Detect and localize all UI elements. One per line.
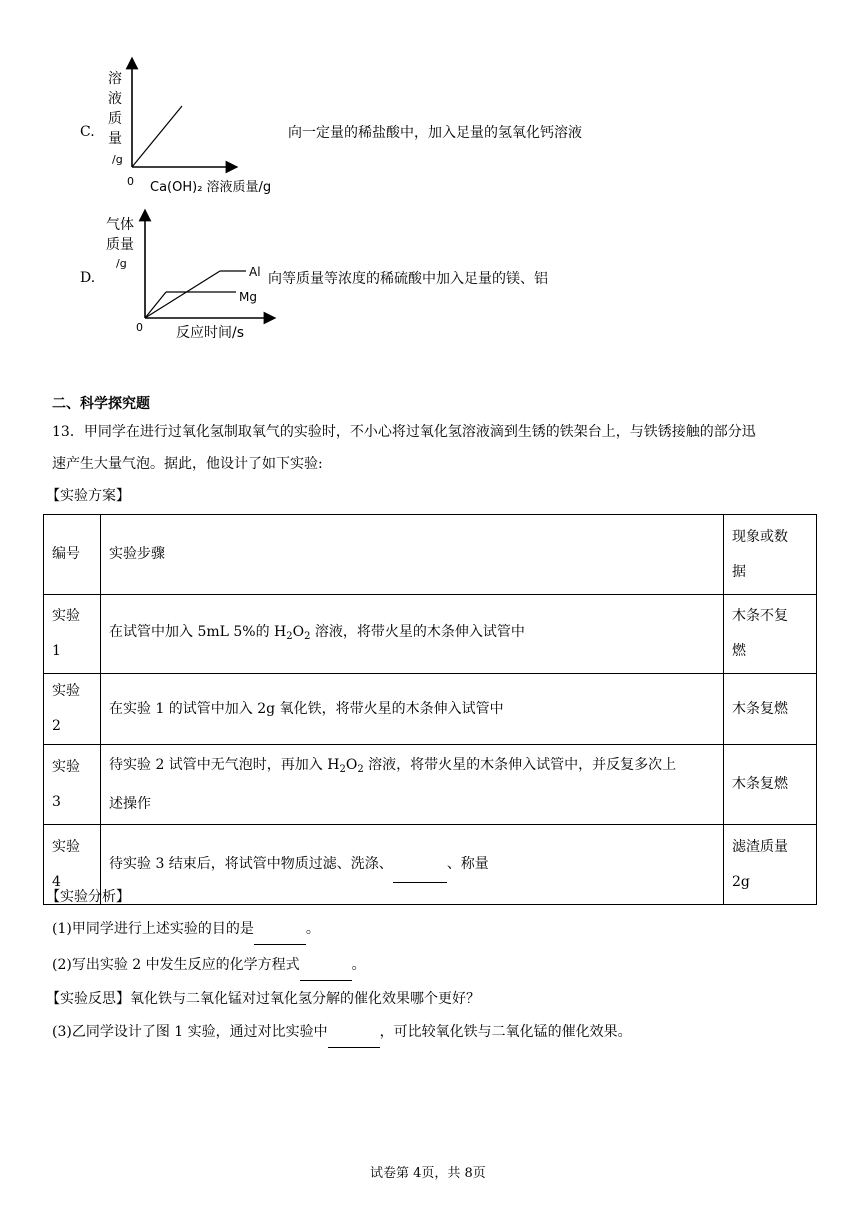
row1-step-sub2: 2 xyxy=(304,630,311,642)
reflection-text: 氧化铁与二氧化锰对过氧化氢分解的催化效果哪个更好？ xyxy=(130,991,480,1007)
row4-answer-blank[interactable] xyxy=(393,847,447,883)
table-row xyxy=(44,595,817,674)
option-d-series-mg: Mg xyxy=(239,290,257,304)
option-d-ylabel-2: 质量 xyxy=(106,237,134,253)
row2-result: 木条复燃 xyxy=(724,674,817,745)
q2-end: 。 xyxy=(351,957,366,973)
table-row xyxy=(44,745,817,825)
q1-text: (1)甲同学进行上述实验的目的是 xyxy=(52,921,254,937)
row3-step-sub2: 2 xyxy=(357,763,364,775)
table-row xyxy=(44,825,817,905)
row4-result-line1: 滤渣质量 xyxy=(732,838,788,855)
row1-step-sub1: 2 xyxy=(286,630,293,642)
row4-result-line2: 2g xyxy=(732,873,750,890)
row4-step-pre: 待实验 3 结束后，将试管中物质过滤、洗涤、 xyxy=(109,855,393,872)
table-row xyxy=(44,674,817,745)
row1-result-line1: 木条不复 xyxy=(732,608,788,624)
row1-result-line2: 燃 xyxy=(732,643,746,659)
option-d-origin: 0 xyxy=(136,321,143,334)
q1-answer-blank[interactable] xyxy=(254,914,306,945)
row3-step-mid: O xyxy=(345,756,358,773)
row2-step: 在实验 1 的试管中加入 2g 氧化铁，将带火星的木条伸入试管中 xyxy=(101,674,724,745)
row3-step-post: 溶液，将带火星的木条伸入试管中，并反复多次上 xyxy=(363,756,677,773)
q2 xyxy=(52,950,366,981)
q2-answer-blank[interactable] xyxy=(300,950,352,981)
option-c-text: 向一定量的稀盐酸中，加入足量的氢氧化钙溶液 xyxy=(288,125,582,141)
header-result-line2: 据 xyxy=(732,563,746,580)
option-d-series-al: Al xyxy=(249,265,261,279)
option-d-text: 向等质量等浓度的稀硫酸中加入足量的镁、铝 xyxy=(268,271,548,287)
option-d-xlabel: 反应时间/s xyxy=(176,325,245,341)
option-d-ylabel-1: 气体 xyxy=(106,217,134,233)
row4-step-post: 、称量 xyxy=(446,855,489,872)
row4-result xyxy=(724,825,817,905)
row3-num: 实验 3 xyxy=(44,745,101,825)
row4-step xyxy=(101,825,724,905)
option-d-ylabel-3: /g xyxy=(116,257,127,270)
header-num: 编号 xyxy=(44,515,101,595)
row1-num: 实验 1 xyxy=(44,595,101,674)
row3-result: 木条复燃 xyxy=(724,745,817,825)
option-c-ylabel-5: /g xyxy=(112,153,123,166)
option-d-al-rise xyxy=(145,271,220,318)
row3-step-line2: 述操作 xyxy=(109,795,151,812)
q13-intro-line2: 速产生大量气泡。据此，他设计了如下实验: xyxy=(52,456,323,472)
header-result-line1: 现象或数 xyxy=(732,528,788,545)
row1-step-pre: 在试管中加入 5mL 5%的 H xyxy=(109,623,287,640)
option-c-graph xyxy=(100,55,300,205)
q13-intro-line1: 13．甲同学在进行过氧化氢制取氧气的实验时，不小心将过氧化氢溶液滴到生锈的铁架台上，与铁锈接触的部分迅 xyxy=(52,424,756,440)
row3-step-line1 xyxy=(109,748,715,787)
row4-num: 实验 4 xyxy=(44,825,101,905)
q3-text: (3)乙同学设计了图 1 实验，通过对比实验中 xyxy=(52,1024,328,1040)
q1 xyxy=(52,914,320,945)
option-d-letter: D. xyxy=(80,270,96,286)
option-c-xlabel: Ca(OH)₂ 溶液质量/g xyxy=(150,180,272,195)
option-c-data-line xyxy=(132,106,182,167)
row3-step-pre: 待实验 2 试管中无气泡时，再加入 H xyxy=(109,756,340,773)
experiment-table xyxy=(43,514,817,905)
q2-text: (2)写出实验 2 中发生反应的化学方程式 xyxy=(52,957,300,973)
q3 xyxy=(52,1017,632,1048)
reflection xyxy=(46,984,480,1014)
option-c-ylabel-3: 质 xyxy=(108,111,122,127)
section-title: 二、科学探究题 xyxy=(52,396,150,412)
option-c-ylabel-4: 量 xyxy=(108,131,122,147)
row1-step-mid: O xyxy=(292,623,305,640)
option-c-letter: C. xyxy=(80,124,95,140)
row1-result xyxy=(724,595,817,674)
row1-step xyxy=(101,595,724,674)
q1-end: 。 xyxy=(305,921,320,937)
q3-answer-blank[interactable] xyxy=(328,1017,380,1048)
option-c-origin: 0 xyxy=(127,175,134,188)
page-footer: 试卷第 4页，共 8页 xyxy=(370,1166,486,1181)
header-result xyxy=(724,515,817,595)
row2-num: 实验 2 xyxy=(44,674,101,745)
reflection-heading: 【实验反思】 xyxy=(46,991,130,1007)
option-c-ylabel-1: 溶 xyxy=(108,71,122,87)
option-c-ylabel-2: 液 xyxy=(108,91,122,107)
plan-heading: 【实验方案】 xyxy=(46,488,130,504)
row1-step-post: 溶液，将带火星的木条伸入试管中 xyxy=(310,623,525,640)
option-d-mg-rise xyxy=(145,292,166,318)
header-steps: 实验步骤 xyxy=(101,515,724,595)
analysis-heading: 【实验分析】 xyxy=(46,889,130,905)
row3-step-sub1: 2 xyxy=(339,763,346,775)
table-header-row xyxy=(44,515,817,595)
row3-step xyxy=(101,745,724,825)
q3-end: ，可比较氧化铁与二氧化锰的催化效果。 xyxy=(379,1024,632,1040)
